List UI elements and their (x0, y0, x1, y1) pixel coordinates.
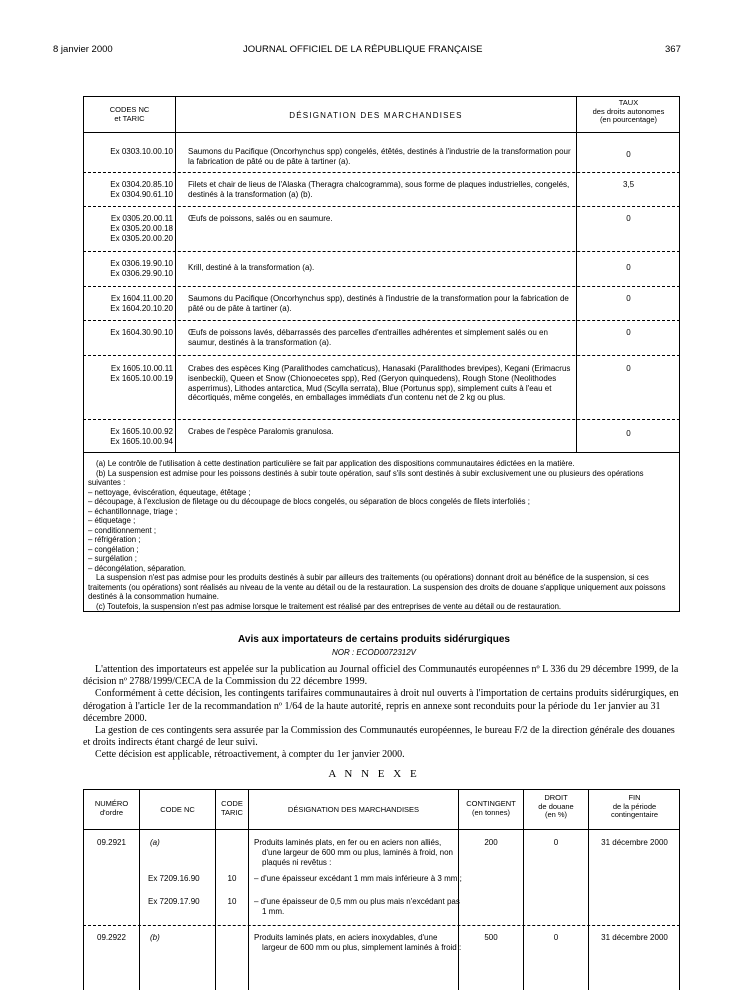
table-row-numero: 09.2922 (97, 933, 126, 942)
avis-nor: NOR : ECOD0072312V (331, 648, 417, 657)
note-suspension: La suspension n'est pas admise pour les produits destinés à subir par ailleurs des traitements (ou opérations) donnant droit au bénéfice de la suspension, si ces traitements (ou opérations) sont réalisés au niveau de la vente au détail ou de la restauration. La suspension des droits de douane s'applique uniquement aux poissons destinés à la consommation humaine. (88, 573, 666, 601)
avis-paragraph: Cette décision est applicable, rétroactivement, à compter du 1er janvier 2000. (95, 749, 405, 761)
note-item: – congélation ; (88, 544, 139, 554)
header-date: 8 janvier 2000 (53, 44, 113, 55)
table-row-codes: Ex 1605.10.00.92 Ex 1605.10.00.94 (110, 427, 173, 446)
column-header-designation: DÉSIGNATION DES MARCHANDISES (289, 111, 463, 120)
avis-body (83, 664, 680, 762)
column-header-numero: NUMÉRO d'ordre (94, 799, 129, 818)
table-row-note-ref: (a) (150, 838, 160, 847)
header-title: JOURNAL OFFICIEL DE LA RÉPUBLIQUE FRANÇAISE (243, 44, 483, 55)
note-item: – étiquetage ; (88, 516, 136, 525)
table-row-codes: Ex 0303.10.00.10 (110, 147, 173, 156)
table-row-codes: Ex 0304.20.85.10 Ex 0304.90.61.10 (110, 180, 173, 199)
table-row-numero: 09.2921 (97, 838, 126, 847)
annexe-title: A N N E X E (328, 768, 420, 780)
table-row-designation: Krill, destiné à la transformation (a). (188, 263, 315, 272)
table-row-taux: 0 (626, 328, 631, 337)
table-row-contingent: 200 (484, 838, 498, 847)
table-row-designation: Saumons du Pacifique (Oncorhynchus spp) congelés, étêtés, destinés à l'industrie de la transformation pour la fabrication de pâté ou de pâte à tartiner (a). (188, 147, 571, 166)
table-row-codes: Ex 1604.11.00.20 Ex 1604.20.10.20 (110, 294, 173, 313)
avis-title: Avis aux importateurs de certains produits sidérurgiques (238, 634, 510, 645)
table-row-code-taric: 10 (227, 874, 237, 883)
table-row-droit: 0 (553, 933, 559, 942)
table-row-designation: Produits laminés plats, en fer ou en aciers non alliés, d'une largeur de 600 mm ou plus, laminés à froid, non plaqués ni revêtus : (254, 838, 453, 867)
table-row-code-nc: Ex 7209.16.90 (148, 874, 200, 883)
table-row-designation: Crabes des espèces King (Paralithodes camchaticus), Hanasaki (Paralithodes brevipes), Kegani (Erimacrus isenbeckii), Queen et Snow (Chionoecetes spp), Red (Geryon quinquedens), Rough Stone (Neolithodes asperrimus), Lithodes antarctica, Mud (Scylla serrata), Blue (Portunus spp), simplement cuits à l'eau et décortiqués, même congelés, en emballages immédiats d'un contenu net de 2 kg ou plus. (188, 364, 571, 403)
column-header-droit: DROIT de douane (en %) (538, 793, 574, 820)
avis-paragraph: Conformément à cette décision, les contingents tarifaires communautaires à droit nul ouverts à l'importation de certains produits sidérurgiques, en dérogation à l'article 1er de la recommandation nº 1/64 de la haute autorité, repris en annexe sont reconduits pour la période du 1er janvier au 31 décembre 2000. (83, 688, 679, 724)
note-item: – surgélation ; (88, 554, 137, 563)
column-header-code-nc: CODE NC (160, 805, 195, 814)
table-row-taux: 0 (626, 364, 631, 373)
note-b: (b) La suspension est admise pour les poissons destinés à subir toute opération, sauf s'ils sont destinés à subir exclusivement une ou plusieurs des opérations suivantes : (88, 468, 644, 487)
table-row-taux: 3,5 (622, 180, 635, 189)
note-item: – réfrigération ; (88, 535, 141, 544)
table-row-note-ref: (b) (150, 933, 160, 942)
note-item: – conditionnement ; (88, 525, 157, 535)
column-header-taux: TAUX des droits autonomes (en pourcentage) (592, 98, 665, 125)
table-row-contingent: 500 (484, 933, 498, 942)
table-row-designation: Crabes de l'espèce Paralomis granulosa. (188, 427, 334, 436)
note-item: – découpage, à l'exclusion de filetage ou du découpage de blocs congelés, ou séparation de blocs congelés de filets interfoliés ; (88, 497, 530, 506)
note-item: – décongélation, séparation. (88, 563, 186, 573)
table-row-fin: 31 décembre 2000 (601, 838, 668, 847)
table-row-droit: 0 (553, 838, 559, 847)
table-row-taux: 0 (626, 429, 631, 438)
note-a: (a) Le contrôle de l'utilisation à cette destination particulière se fait par application des dispositions communautaires édictées en la matière. (96, 459, 575, 468)
column-header-fin: FIN de la période contingentaire (610, 793, 659, 820)
table-row-fin: 31 décembre 2000 (601, 933, 668, 942)
table-row-designation: Saumons du Pacifique (Oncorhynchus spp), destinés à l'industrie de la transformation pour la fabrication de pâté ou de pâte à tartiner (a). (188, 294, 569, 313)
column-header-contingent: CONTINGENT (en tonnes) (466, 799, 516, 818)
table-row-designation: Œufs de poissons, salés ou en saumure. (188, 214, 333, 223)
table-notes (88, 459, 676, 611)
avis-paragraph: La gestion de ces contingents sera assurée par la Commission des Communautés européennes, le bureau F/2 de la direction générale des douanes et droits indirects étant chargé de leur suivi. (83, 724, 675, 749)
column-header-code-taric: CODE TARIC (221, 799, 243, 818)
column-header-designation: DÉSIGNATION DES MARCHANDISES (287, 805, 420, 814)
table-row-taux: 0 (626, 214, 631, 223)
table-row-designation: Œufs de poissons lavés, débarrassés des parcelles d'entrailles adhérentes et simplement salés ou en saumur, destinés à la transformation (a). (188, 328, 548, 347)
table-row-codes: Ex 1605.10.00.11 Ex 1605.10.00.19 (110, 364, 173, 383)
table-row-taux: 0 (626, 294, 631, 303)
table-row-designation: Filets et chair de lieus de l'Alaska (Theragra chalcogramma), sous forme de plaques industrielles, congelés, destinés à la transformation (a) (b). (188, 180, 570, 199)
table-row-designation: Produits laminés plats, en aciers inoxydables, d'une largeur de 600 mm ou plus, simplement laminés à froid : (254, 933, 462, 952)
header-page-number: 367 (665, 44, 681, 55)
table-row-code-taric: 10 (227, 897, 237, 906)
table-row-taux: 0 (626, 150, 631, 159)
avis-paragraph: L'attention des importateurs est appelée sur la publication au Journal officiel des Communautés européennes nº L 336 du 29 décembre 1999, de la décision nº 2788/1999/CECA de la Commission du 22 décembre 1999. (83, 664, 679, 688)
note-item: – nettoyage, éviscération, équeutage, étêtage ; (88, 487, 251, 497)
note-c: (c) Toutefois, la suspension n'est pas admise lorsque le traitement est réalisé par des entreprises de vente au détail ou de restauration. (96, 601, 562, 611)
table-row-codes: Ex 1604.30.90.10 (110, 328, 173, 337)
column-header-codes: CODES NC et TARIC (109, 105, 150, 124)
table-row-taux: 0 (626, 263, 631, 272)
table-row-code-nc: Ex 7209.17.90 (148, 897, 200, 906)
table-row-codes: Ex 0305.20.00.11 Ex 0305.20.00.18 Ex 0305.20.00.20 (110, 214, 173, 243)
table-row-sub-designation: – d'une épaisseur de 0,5 mm ou plus mais n'excédant pas 1 mm. (254, 897, 460, 916)
table-row-sub-designation: – d'une épaisseur excédant 1 mm mais inférieure à 3 mm ; (254, 874, 462, 883)
note-item: – échantillonnage, triage ; (88, 506, 178, 516)
table-row-codes: Ex 0306.19.90.10 Ex 0306.29.90.10 (110, 259, 173, 278)
